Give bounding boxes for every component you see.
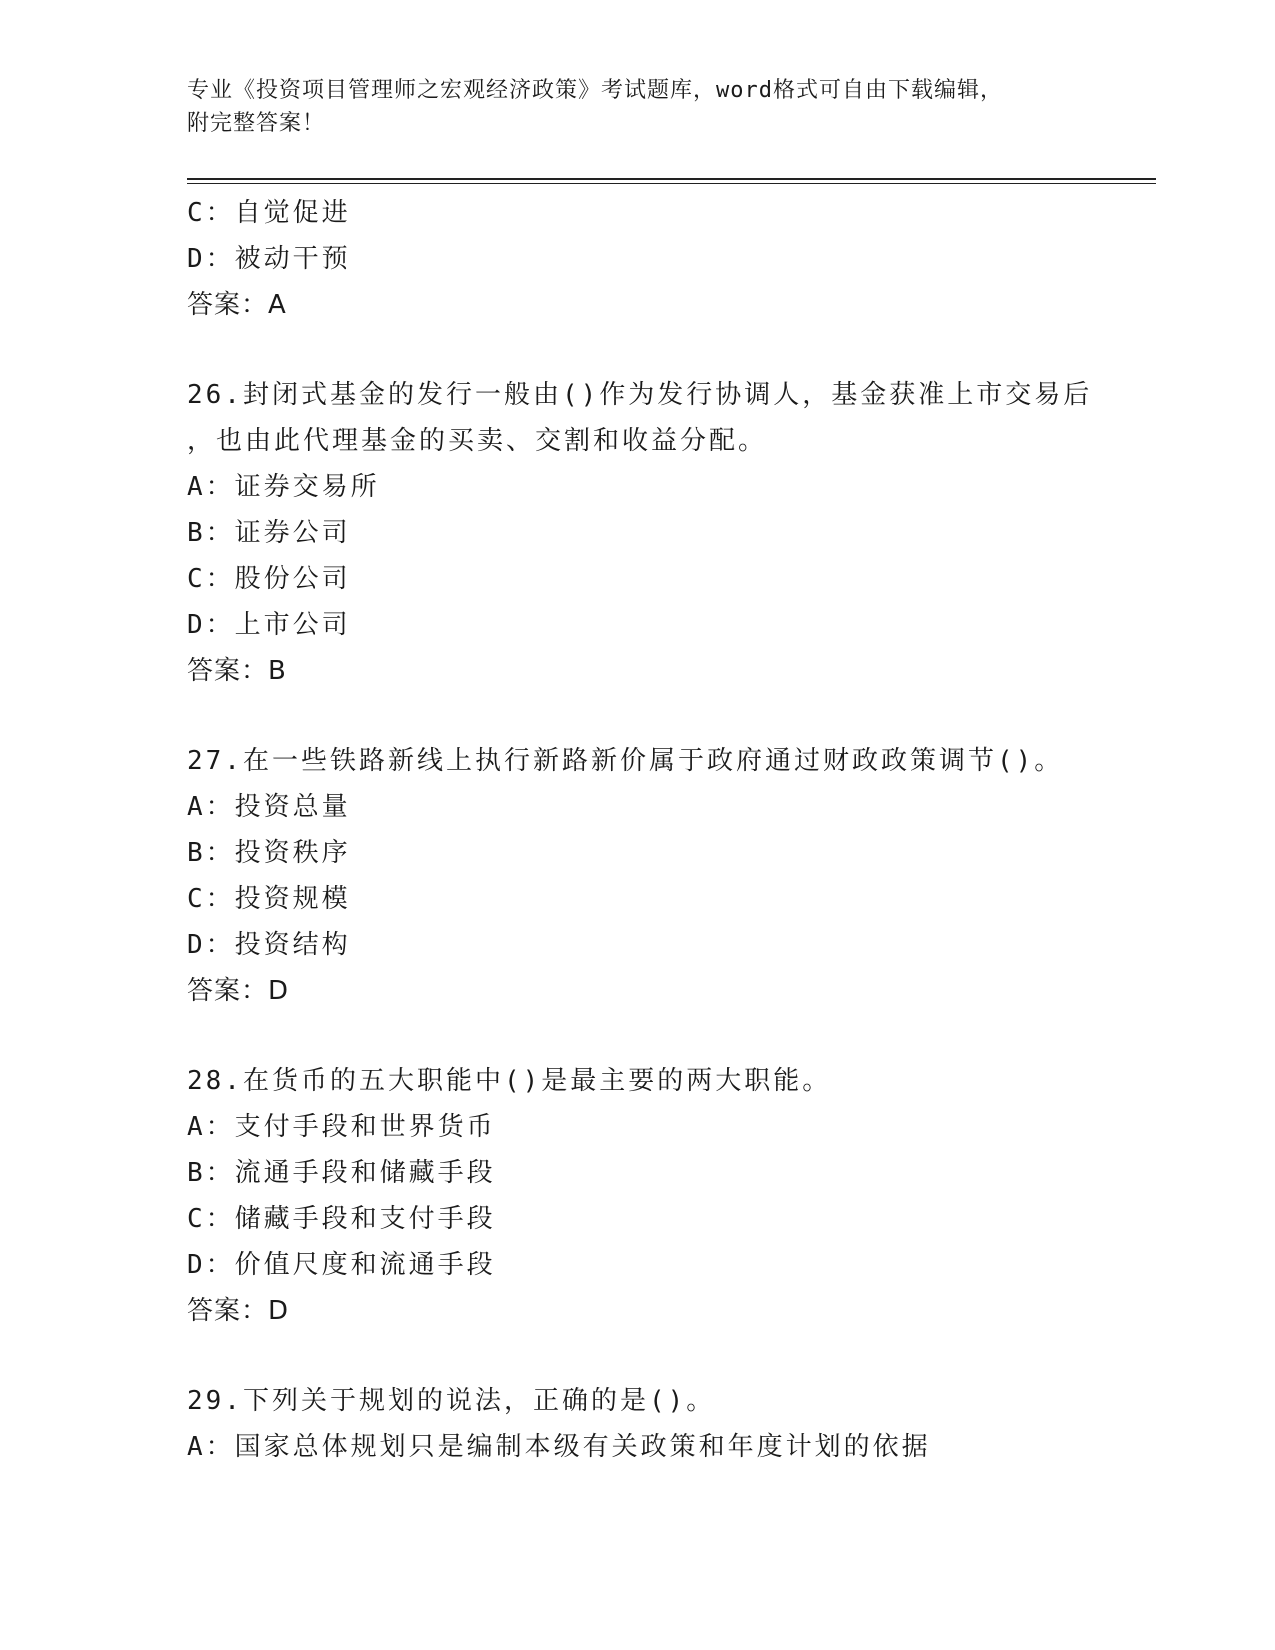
option: D：上市公司 <box>187 610 351 640</box>
option: C：股份公司 <box>187 564 351 594</box>
answer: 答案：D <box>187 1296 290 1326</box>
document-body <box>187 190 1156 1470</box>
option: B：证券公司 <box>187 518 351 548</box>
question-text: 26.封闭式基金的发行一般由()作为发行协调人，基金获准上市交易后 <box>187 380 1093 410</box>
option: A：支付手段和世界货币 <box>187 1112 496 1142</box>
option: D：投资结构 <box>187 930 351 960</box>
question-27 <box>187 738 1156 1014</box>
question-28 <box>187 1058 1156 1334</box>
header-rule-thin <box>187 183 1156 184</box>
option: C：投资规模 <box>187 884 351 914</box>
question-text: ，也由此代理基金的买卖、交割和收益分配。 <box>187 426 768 456</box>
option: A：证券交易所 <box>187 472 380 502</box>
answer: 答案：D <box>187 976 290 1006</box>
option: A：国家总体规划只是编制本级有关政策和年度计划的依据 <box>187 1432 931 1462</box>
option: B：流通手段和储藏手段 <box>187 1158 496 1188</box>
document-header <box>187 74 1087 140</box>
option: B：投资秩序 <box>187 838 351 868</box>
option: D：被动干预 <box>187 244 351 274</box>
option: A：投资总量 <box>187 792 351 822</box>
question-text: 29.下列关于规划的说法，正确的是()。 <box>187 1386 716 1416</box>
header-rule-thick <box>187 178 1156 180</box>
question-text: 27.在一些铁路新线上执行新路新价属于政府通过财政政策调节()。 <box>187 746 1064 776</box>
question-25-continued <box>187 190 1156 328</box>
option: C：储藏手段和支付手段 <box>187 1204 496 1234</box>
answer: 答案：B <box>187 656 287 686</box>
header-line-2: 附完整答案！ <box>187 111 326 136</box>
question-29 <box>187 1378 1156 1470</box>
option: C：自觉促进 <box>187 198 351 228</box>
option: D：价值尺度和流通手段 <box>187 1250 496 1280</box>
answer: 答案：A <box>187 290 287 320</box>
header-line-1: 专业《投资项目管理师之宏观经济政策》考试题库，word格式可自由下载编辑， <box>187 78 1003 103</box>
question-text: 28.在货币的五大职能中()是最主要的两大职能。 <box>187 1066 832 1096</box>
question-26 <box>187 372 1156 694</box>
